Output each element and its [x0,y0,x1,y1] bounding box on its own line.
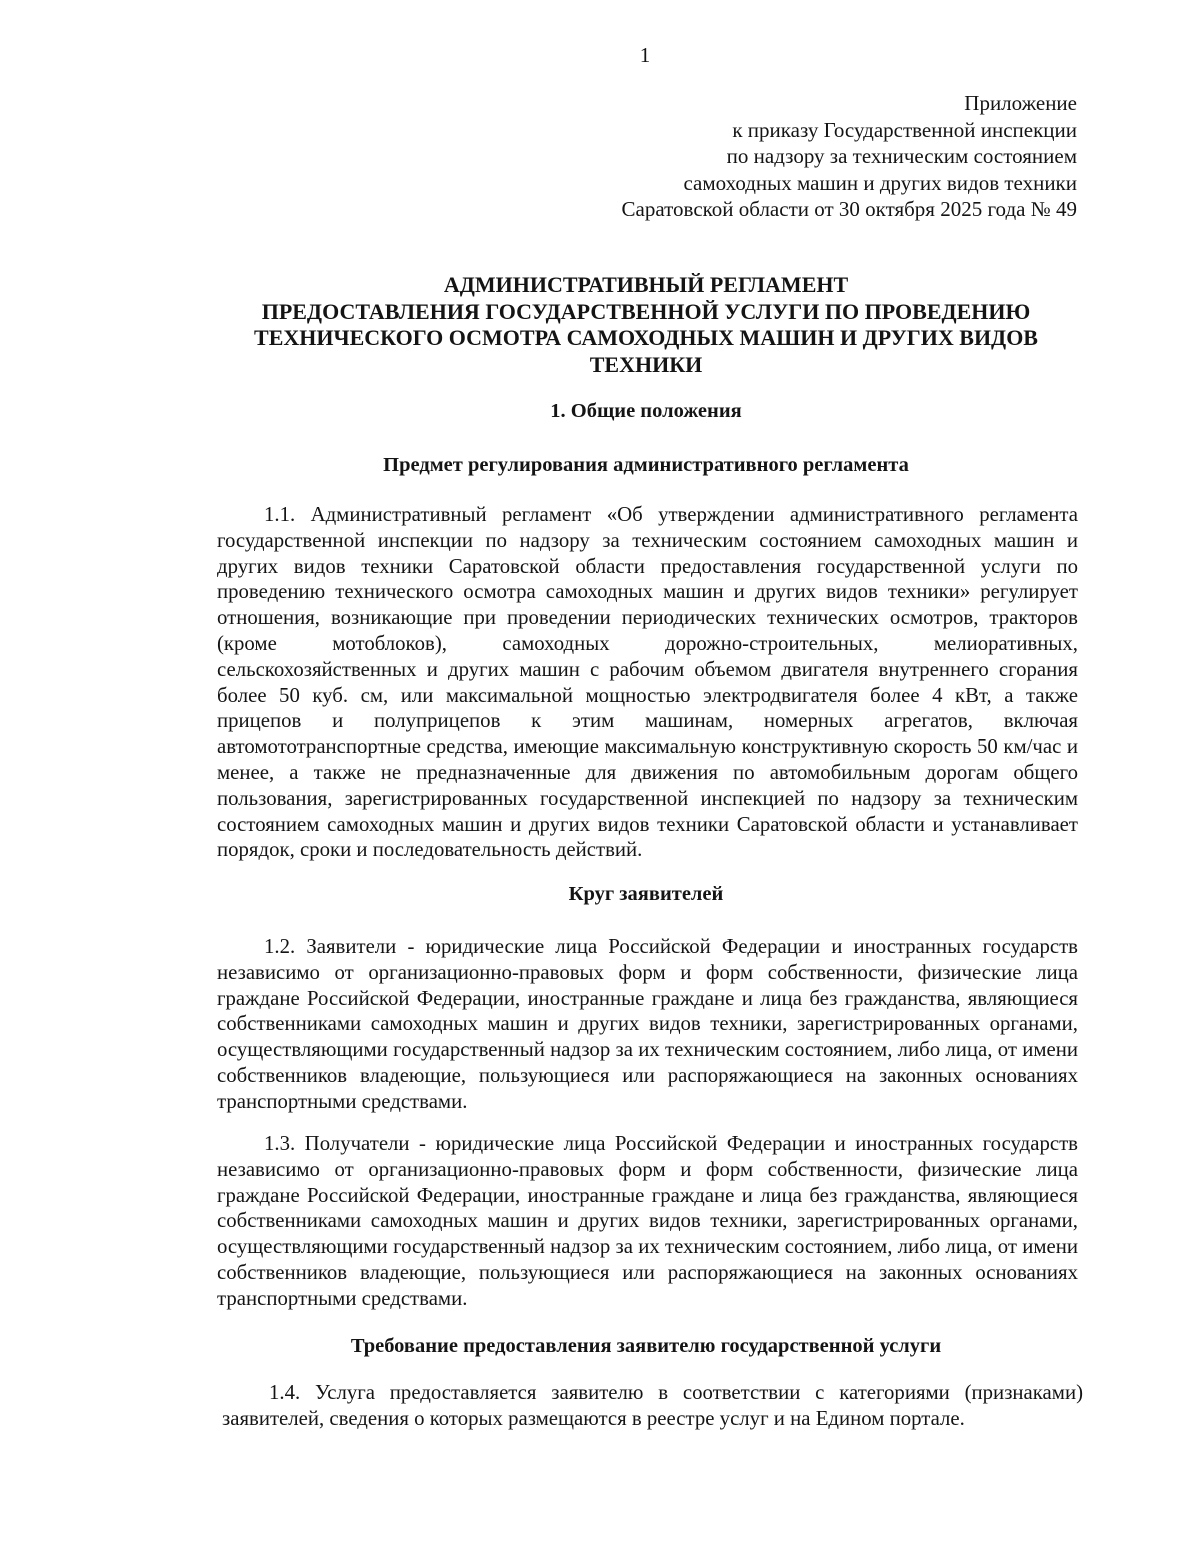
subsection-heading-subject: Предмет регулирования административного регламента [383,454,909,476]
title-line: ТЕХНИЧЕСКОГО ОСМОТРА САМОХОДНЫХ МАШИН И ДРУГИХ ВИДОВ [254,325,1038,350]
appendix-line: к приказу Государственной инспекции [732,117,1077,142]
subsection-heading-requirement: Требование предоставления заявителю государственной услуги [350,1335,942,1357]
paragraph-1-2: 1.2. Заявители - юридические лица Российской Федерации и иностранных государств независимо от организационно-правовых форм и форм собственности, физические лица граждане Российской Федерации, иностранные граждане и лица без гражданства, являющиеся собственниками самоходных машин и других видов техники, зарегистрированных органами, осуществляющими государственный надзор за их техническим состоянием, либо лица, от имени собственников владеющие, пользующиеся или распоряжающиеся на законных основаниях транспортными средствами. [217,935,1078,1113]
appendix-line: Саратовской области от 30 октября 2025 года № 49 [621,197,1077,221]
paragraph-1-1: 1.1. Административный регламент «Об утверждении административного регламента государственной инспекции по надзору за техническим состоянием самоходных машин и других видов техники Саратовской области предоставления государственной услуги по проведению технического осмотра самоходных машин и других видов техники» регулирует отношения, возникающие при проведении периодических технических осмотров, тракторов (кроме мотоблоков), самоходных дорожно-строительных, мелиоративных, сельскохозяйственных и других машин с рабочим объемом двигателя внутреннего сгорания более 50 куб. см, или максимальной мощностью электродвигателя более 4 кВт, а также прицепов и полуприцепов к этим машинам, номерных агрегатов, включая автомототранспортные средства, имеющие максимальную конструктивную скорость 50 км/час и менее, а также не предназначенные для движения по автомобильным дорогам общего пользования, зарегистрированных государственной инспекцией по надзору за техническим состоянием самоходных машин и других видов техники Саратовской области и устанавливает порядок, сроки и последовательность действий. [217,503,1078,862]
appendix-line: Приложение [964,91,1077,115]
appendix-line: по надзору за техническим состоянием [726,144,1077,168]
title-line: ТЕХНИКИ [589,351,703,377]
title-line: ПРЕДОСТАВЛЕНИЯ ГОСУДАРСТВЕННОЙ УСЛУГИ ПО ПРОВЕДЕНИЮ [261,298,1031,324]
page-number: 1 [639,43,651,67]
document-title [215,272,1077,378]
paragraph-1-4: 1.4. Услуга предоставляется заявителю в соответствии с категориями (признаками) заявителей, сведения о которых размещаются в реестре услуг и на Едином портале. [222,1381,1083,1430]
subsection-heading-applicants: Круг заявителей [568,883,724,905]
paragraph-1-3: 1.3. Получатели - юридические лица Российской Федерации и иностранных государств независимо от организационно-правовых форм и форм собственности, физические лица граждане Российской Федерации, иностранные граждане и лица без гражданства, являющиеся собственниками самоходных машин и других видов техники, зарегистрированных органами, осуществляющими государственный надзор за их техническим состоянием, либо лица, от имени собственников владеющие, пользующиеся или распоряжающиеся на законных основаниях транспортными средствами. [217,1132,1078,1310]
appendix-header [622,90,1077,223]
section-heading-general: 1. Общие положения [550,400,742,422]
appendix-line: самоходных машин и других видов техники [683,170,1077,195]
title-line: АДМИНИСТРАТИВНЫЙ РЕГЛАМЕНТ [443,272,849,297]
